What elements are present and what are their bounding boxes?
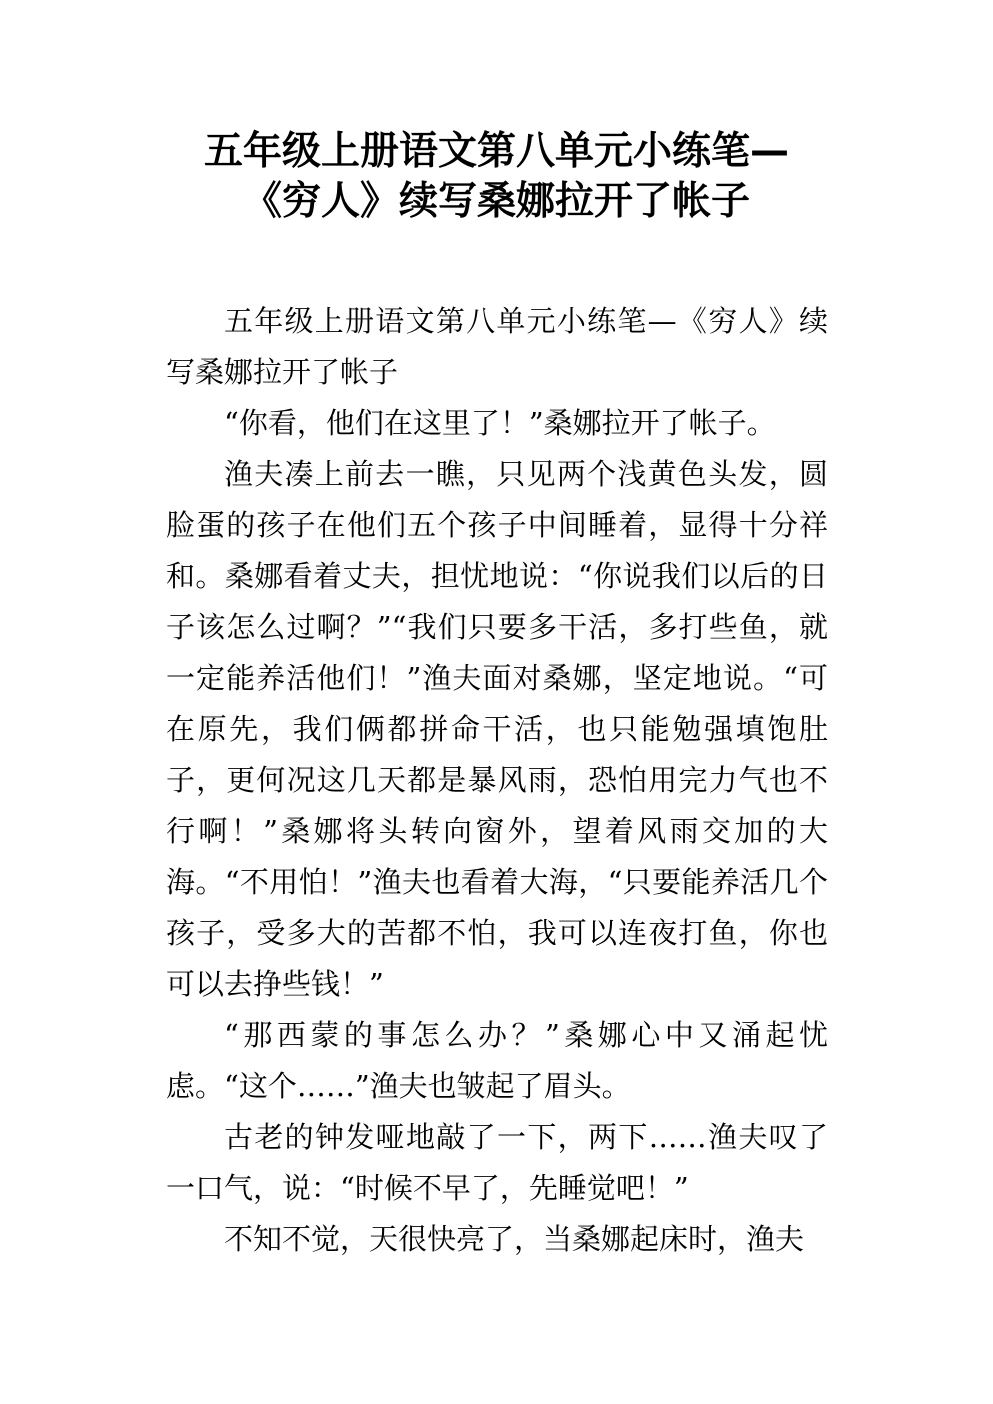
paragraph-dialogue-1: “你看，他们在这里了！”桑娜拉开了帐子。 — [224, 406, 776, 440]
paragraph-main: 渔夫凑上前去一瞧，只见两个浅黄色头发，圆脸蛋的孩子在他们五个孩子中间睡着，显得十分祥和。桑娜看着丈夫，担忧地说：“你说我们以后的日子该怎么过啊？”“我们只要多干活，多打些鱼，就一定能养活他们！”渔夫面对桑娜，坚定地说。“可在原先，我们俩都拼命干活，也只能勉强填饱肚子，更何况这几天都是暴风雨，恐怕用完力气也不行啊！”桑娜将头转向窗外，望着风雨交加的大海。“不用怕！”渔夫也看着大海，“只要能养活几个孩子，受多大的苦都不怕，我可以连夜打鱼，你也可以去挣些钱！” — [166, 457, 828, 1001]
paragraph-morning: 不知不觉，天很快亮了，当桑娜起床时，渔夫 — [224, 1222, 805, 1256]
document-body — [166, 296, 828, 1265]
document-title-line-1: 五年级上册语文第八单元小练笔— — [203, 129, 789, 174]
paragraph-dialogue-2: “那西蒙的事怎么办？”桑娜心中又涌起忧虑。“这个……”渔夫也皱起了眉头。 — [166, 1018, 828, 1103]
paragraph-intro: 五年级上册语文第八单元小练笔—《穷人》续写桑娜拉开了帐子 — [166, 304, 828, 389]
paragraph-clock: 古老的钟发哑地敲了一下，两下……渔夫叹了一口气，说：“时候不早了，先睡觉吧！” — [166, 1120, 828, 1205]
document-title-line-2: 《穷人》续写桑娜拉开了帐子 — [242, 179, 750, 224]
